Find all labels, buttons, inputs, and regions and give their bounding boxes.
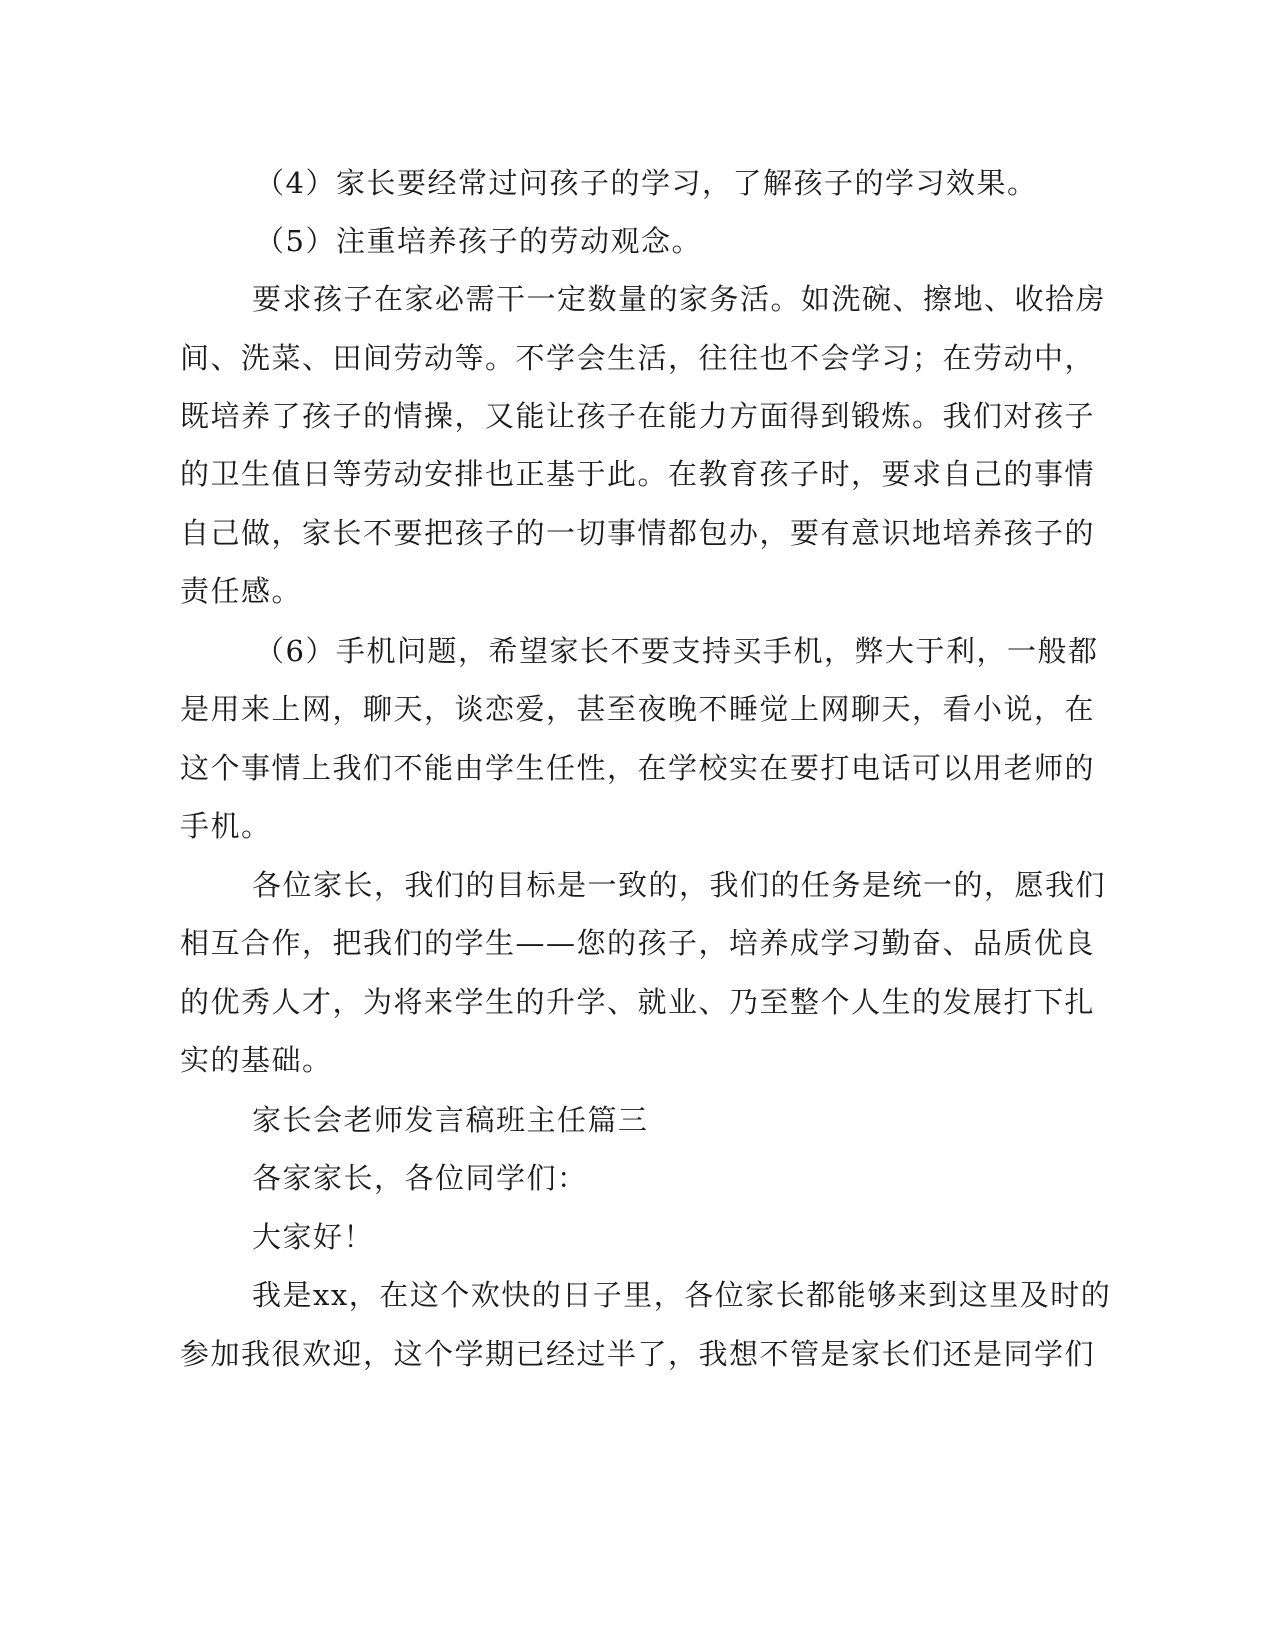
paragraph-line: 的卫生值日等劳动安排也正基于此。在教育孩子时，要求自己的事情 <box>180 457 1096 491</box>
item-5-line: （5）注重培养孩子的劳动观念。 <box>255 224 702 258</box>
paragraph-line: 自己做，家长不要把孩子的一切事情都包办，要有意识地培养孩子的 <box>180 516 1096 550</box>
salutation-line: 各家家长，各位同学们： <box>252 1161 588 1195</box>
item-6-line: （6）手机问题，希望家长不要支持买手机，弊大于利，一般都 <box>255 634 1099 668</box>
paragraph-line: 既培养了孩子的情操，又能让孩子在能力方面得到锻炼。我们对孩子 <box>180 399 1096 433</box>
paragraph-line: 参加我很欢迎，这个学期已经过半了，我想不管是家长们还是同学们 <box>180 1337 1096 1371</box>
section-title: 家长会老师发言稿班主任篇三 <box>252 1103 649 1137</box>
paragraph-line: 要求孩子在家必需干一定数量的家务活。如洗碗、擦地、收拾房 <box>252 282 1107 316</box>
greeting-line: 大家好！ <box>252 1220 375 1254</box>
paragraph-line: 我是xx，在这个欢快的日子里，各位家长都能够来到这里及时的 <box>252 1278 1112 1312</box>
paragraph-line: 责任感。 <box>180 574 303 608</box>
paragraph-line: 实的基础。 <box>180 1043 333 1077</box>
paragraph-line: 这个事情上我们不能由学生任性，在学校实在要打电话可以用老师的 <box>180 751 1096 785</box>
paragraph-line: 手机。 <box>180 809 272 843</box>
paragraph-line: 的优秀人才，为将来学生的升学、就业、乃至整个人生的发展打下扎 <box>180 985 1096 1019</box>
paragraph-line: 间、洗菜、田间劳动等。不学会生活，往往也不会学习；在劳动中， <box>180 341 1096 375</box>
item-4-line: （4）家长要经常过问孩子的学习，了解孩子的学习效果。 <box>255 166 1038 200</box>
paragraph-line: 相互合作，把我们的学生——您的孩子，培养成学习勤奋、品质优良 <box>180 926 1096 960</box>
paragraph-line: 是用来上网，聊天，谈恋爱，甚至夜晚不睡觉上网聊天，看小说，在 <box>180 692 1096 726</box>
paragraph-line: 各位家长，我们的目标是一致的，我们的任务是统一的，愿我们 <box>252 868 1107 902</box>
